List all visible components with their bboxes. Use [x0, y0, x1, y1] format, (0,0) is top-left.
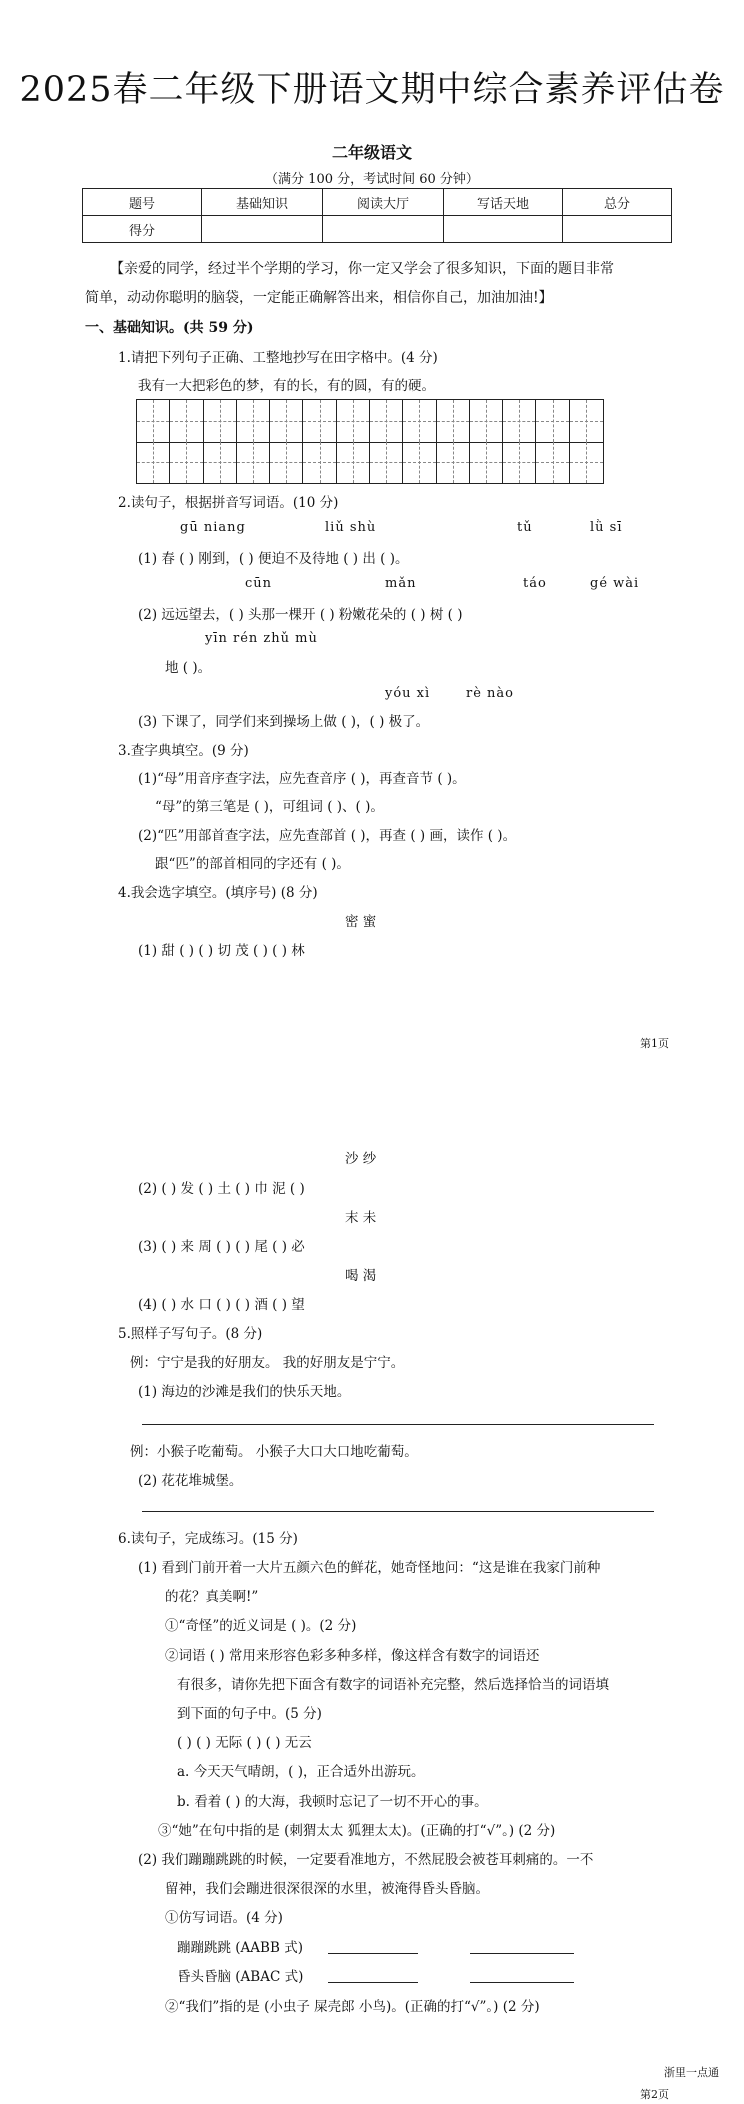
q5-answer-line-1[interactable] [142, 1424, 654, 1425]
tianzige-guide [286, 400, 287, 442]
q4-group-3: (3) ( ) 来 周 ( ) ( ) 尾 ( ) 必 [138, 1239, 305, 1255]
tianzige-cell[interactable] [570, 442, 603, 484]
tianzige-guide [519, 442, 520, 484]
q6-sub-2-line-1: ②词语 ( ) 常用来形容色彩多种多样，像这样含有数字的词语还 [165, 1648, 540, 1664]
tianzige-guide [320, 400, 321, 442]
intro-line-1: 【亲爱的同学，经过半个学期的学习，你一定又学会了很多知识，下面的题目非常 [110, 261, 614, 277]
tianzige-cell[interactable] [403, 400, 436, 442]
tianzige-cell[interactable] [170, 400, 203, 442]
score-blank-cell[interactable] [202, 216, 323, 243]
section-1-heading: 一、基础知识。(共 59 分) [85, 320, 254, 336]
tianzige-guide [486, 442, 487, 484]
tianzige-guide [486, 400, 487, 442]
q5-answer-line-2[interactable] [142, 1511, 654, 1512]
q2-title: 2.读句子，根据拼音写词语。(10 分) [118, 495, 339, 511]
tianzige-cell[interactable] [570, 400, 603, 442]
q6-passage-2-line-2: 留神，我们会蹦进很深很深的水里，被淹得昏头昏脑。 [165, 1881, 489, 1897]
tianzige-guide [186, 442, 187, 484]
q6-passage-1-line-2: 的花？真美啊!” [165, 1589, 259, 1605]
tianzige-guide [386, 442, 387, 484]
tianzige-cell[interactable] [337, 442, 370, 484]
tianzige-cell[interactable] [503, 442, 536, 484]
tianzige-guide [220, 400, 221, 442]
q4-group-1: (1) 甜 ( ) ( ) 切 茂 ( ) ( ) 林 [138, 943, 305, 959]
q6-sub-4-answer-line[interactable] [328, 1953, 418, 1954]
tianzige-cell[interactable] [137, 442, 170, 484]
tianzige-guide [386, 400, 387, 442]
tianzige-guide [320, 442, 321, 484]
tianzige-cell[interactable] [270, 400, 303, 442]
q6-sub-4-answer-line[interactable] [470, 1982, 574, 1983]
score-table [82, 188, 672, 243]
q6-sub-4-answer-line[interactable] [328, 1982, 418, 1983]
score-row-label: 得分 [83, 216, 202, 243]
q6-passage-1-line-1: (1) 看到门前开着一大片五颜六色的鲜花，她奇怪地问：“这是谁在我家门前种 [138, 1560, 601, 1576]
q2-item-2-cont: 地 ( )。 [165, 660, 212, 676]
q6-sub-2-blanks: ( ) ( ) 无际 ( ) ( ) 无云 [177, 1735, 312, 1751]
tianzige-guide [586, 442, 587, 484]
q5-example-2: 例：小猴子吃葡萄。 小猴子大口大口地吃葡萄。 [130, 1444, 418, 1460]
tianzige-row [137, 400, 603, 443]
tianzige-cell[interactable] [237, 442, 270, 484]
tianzige-cell[interactable] [403, 442, 436, 484]
footer-brand: 浙里一点通 [664, 2066, 719, 2079]
q4-choice-chars-3: 末 未 [345, 1210, 377, 1226]
exam-info: （满分 100 分，考试时间 60 分钟） [265, 172, 479, 187]
tianzige-cell[interactable] [270, 442, 303, 484]
q5-title: 5.照样子写句子。(8 分) [118, 1326, 263, 1342]
tianzige-guide [419, 400, 420, 442]
tianzige-cell[interactable] [437, 442, 470, 484]
tianzige-cell[interactable] [137, 400, 170, 442]
q6-sub-4-answer-line[interactable] [470, 1953, 574, 1954]
tianzige-row [137, 442, 603, 484]
q6-sub-4-item-b: 昏头昏脑 (ABAC 式) [177, 1969, 304, 1985]
score-table-header-row [83, 189, 672, 216]
q2-pinyin: yīn rén zhǔ mù [205, 631, 318, 646]
q2-pinyin: liǔ shù [325, 520, 377, 535]
score-blank-cell[interactable] [323, 216, 444, 243]
tianzige-cell[interactable] [337, 400, 370, 442]
tianzige-guide [586, 400, 587, 442]
q6-sub-3: ③“她”在句中指的是 (刺猬太太 狐狸太太)。(正确的打“√”。) (2 分) [158, 1823, 556, 1839]
tianzige-guide [453, 400, 454, 442]
q3-line-3: (2)“匹”用部首查字法，应先查部首 ( )，再查 ( ) 画，读作 ( )。 [138, 828, 517, 844]
q2-item-3: (3) 下课了，同学们来到操场上做 ( )，( ) 极了。 [138, 714, 430, 730]
score-header-cell: 阅读大厅 [323, 189, 444, 216]
q6-passage-2-line-1: (2) 我们蹦蹦跳跳的时候，一定要看准地方，不然屁股会被苍耳刺痛的。一不 [138, 1852, 594, 1868]
page-number-1: 第1页 [640, 1037, 669, 1050]
q6-sub-2-sentence-b: b. 看着 ( ) 的大海，我顿时忘记了一切不开心的事。 [177, 1794, 488, 1810]
q4-group-4: (4) ( ) 水 口 ( ) ( ) 酒 ( ) 望 [138, 1297, 305, 1313]
tianzige-cell[interactable] [204, 400, 237, 442]
q6-sub-2-line-2: 有很多，请你先把下面含有数字的词语补充完整，然后选择恰当的词语填 [177, 1677, 609, 1693]
q2-item-1: (1) 春 ( ) 刚到，( ) 便迫不及待地 ( ) 出 ( )。 [138, 551, 409, 567]
q3-line-2: “母”的第三笔是 ( )，可组词 ( )、( )。 [155, 799, 384, 815]
score-header-cell: 基础知识 [202, 189, 323, 216]
q2-pinyin: lǜ sī [590, 520, 623, 535]
page-number-2: 第2页 [640, 2088, 669, 2101]
q5-example-1: 例：宁宁是我的好朋友。 我的好朋友是宁宁。 [130, 1355, 405, 1371]
tianzige-cell[interactable] [470, 400, 503, 442]
q3-line-1: (1)“母”用音序查字法，应先查音序 ( )，再查音节 ( )。 [138, 771, 466, 787]
tianzige-guide [253, 400, 254, 442]
tianzige-guide [286, 442, 287, 484]
q6-title: 6.读句子，完成练习。(15 分) [118, 1531, 298, 1547]
tianzige-guide [353, 442, 354, 484]
tianzige-cell[interactable] [536, 442, 569, 484]
tianzige-guide [553, 442, 554, 484]
exam-title: 2025春二年级下册语文期中综合素养评估卷 [19, 70, 725, 110]
q2-pinyin: yóu xì [385, 686, 431, 701]
subject-subtitle: 二年级语文 [331, 143, 412, 162]
q2-pinyin: táo [523, 576, 547, 591]
tianzige-grid[interactable] [136, 399, 604, 484]
tianzige-guide [353, 400, 354, 442]
score-header-cell: 写话天地 [444, 189, 563, 216]
tianzige-cell[interactable] [303, 442, 336, 484]
q4-choice-chars-1: 密 蜜 [345, 914, 377, 930]
q2-pinyin: cūn [245, 576, 273, 591]
tianzige-guide [153, 442, 154, 484]
score-blank-cell[interactable] [563, 216, 672, 243]
score-header-cell: 题号 [83, 189, 202, 216]
q6-sub-4-item-a: 蹦蹦跳跳 (AABB 式) [177, 1940, 303, 1956]
tianzige-cell[interactable] [237, 400, 270, 442]
q3-line-4: 跟“匹”的部首相同的字还有 ( )。 [155, 856, 350, 872]
score-table-score-row [83, 216, 672, 243]
tianzige-guide [519, 400, 520, 442]
q3-title: 3.查字典填空。(9 分) [118, 743, 249, 759]
q6-sub-4: ①仿写词语。(4 分) [165, 1910, 283, 1926]
q4-group-2: (2) ( ) 发 ( ) 土 ( ) 巾 泥 ( ) [138, 1181, 305, 1197]
q4-choice-chars-2: 沙 纱 [345, 1151, 377, 1167]
q1-title: 1.请把下列句子正确、工整地抄写在田字格中。(4 分) [118, 350, 438, 366]
q4-title: 4.我会选字填空。(填序号) (8 分) [118, 885, 318, 901]
q6-sub-5: ②“我们”指的是 (小虫子 屎壳郎 小鸟)。(正确的打“√”。) (2 分) [165, 1999, 540, 2015]
tianzige-cell[interactable] [503, 400, 536, 442]
tianzige-guide [553, 400, 554, 442]
q2-pinyin: tǔ [517, 520, 533, 535]
q6-sub-2-line-3: 到下面的句子中。(5 分) [177, 1706, 322, 1722]
q6-sub-2-sentence-a: a. 今天天气晴朗，( )，正合适外出游玩。 [177, 1764, 425, 1780]
tianzige-guide [220, 442, 221, 484]
intro-line-2: 简单，动动你聪明的脑袋，一定能正确解答出来，相信你自己，加油加油!】 [85, 290, 553, 306]
q2-pinyin: mǎn [385, 576, 417, 591]
q4-choice-chars-4: 喝 渴 [345, 1268, 377, 1284]
q2-pinyin: rè nào [466, 686, 514, 701]
tianzige-guide [419, 442, 420, 484]
tianzige-guide [186, 400, 187, 442]
q2-pinyin: gū niang [180, 520, 246, 535]
tianzige-guide [453, 442, 454, 484]
score-header-cell: 总分 [563, 189, 672, 216]
q5-item-2: (2) 花花堆城堡。 [138, 1473, 243, 1489]
tianzige-cell[interactable] [370, 442, 403, 484]
q1-sentence: 我有一大把彩色的梦，有的长，有的圆，有的硬。 [138, 378, 435, 394]
tianzige-cell[interactable] [536, 400, 569, 442]
q2-pinyin: gé wài [590, 576, 640, 591]
tianzige-cell[interactable] [470, 442, 503, 484]
score-blank-cell[interactable] [444, 216, 563, 243]
tianzige-cell[interactable] [204, 442, 237, 484]
q5-item-1: (1) 海边的沙滩是我们的快乐天地。 [138, 1384, 351, 1400]
tianzige-cell[interactable] [437, 400, 470, 442]
tianzige-cell[interactable] [370, 400, 403, 442]
q2-item-2: (2) 远远望去，( ) 头那一棵开 ( ) 粉嫩花朵的 ( ) 树 ( ) [138, 607, 463, 623]
tianzige-guide [253, 442, 254, 484]
tianzige-cell[interactable] [170, 442, 203, 484]
tianzige-guide [153, 400, 154, 442]
q6-sub-1: ①“奇怪”的近义词是 ( )。(2 分) [165, 1618, 357, 1634]
tianzige-cell[interactable] [303, 400, 336, 442]
